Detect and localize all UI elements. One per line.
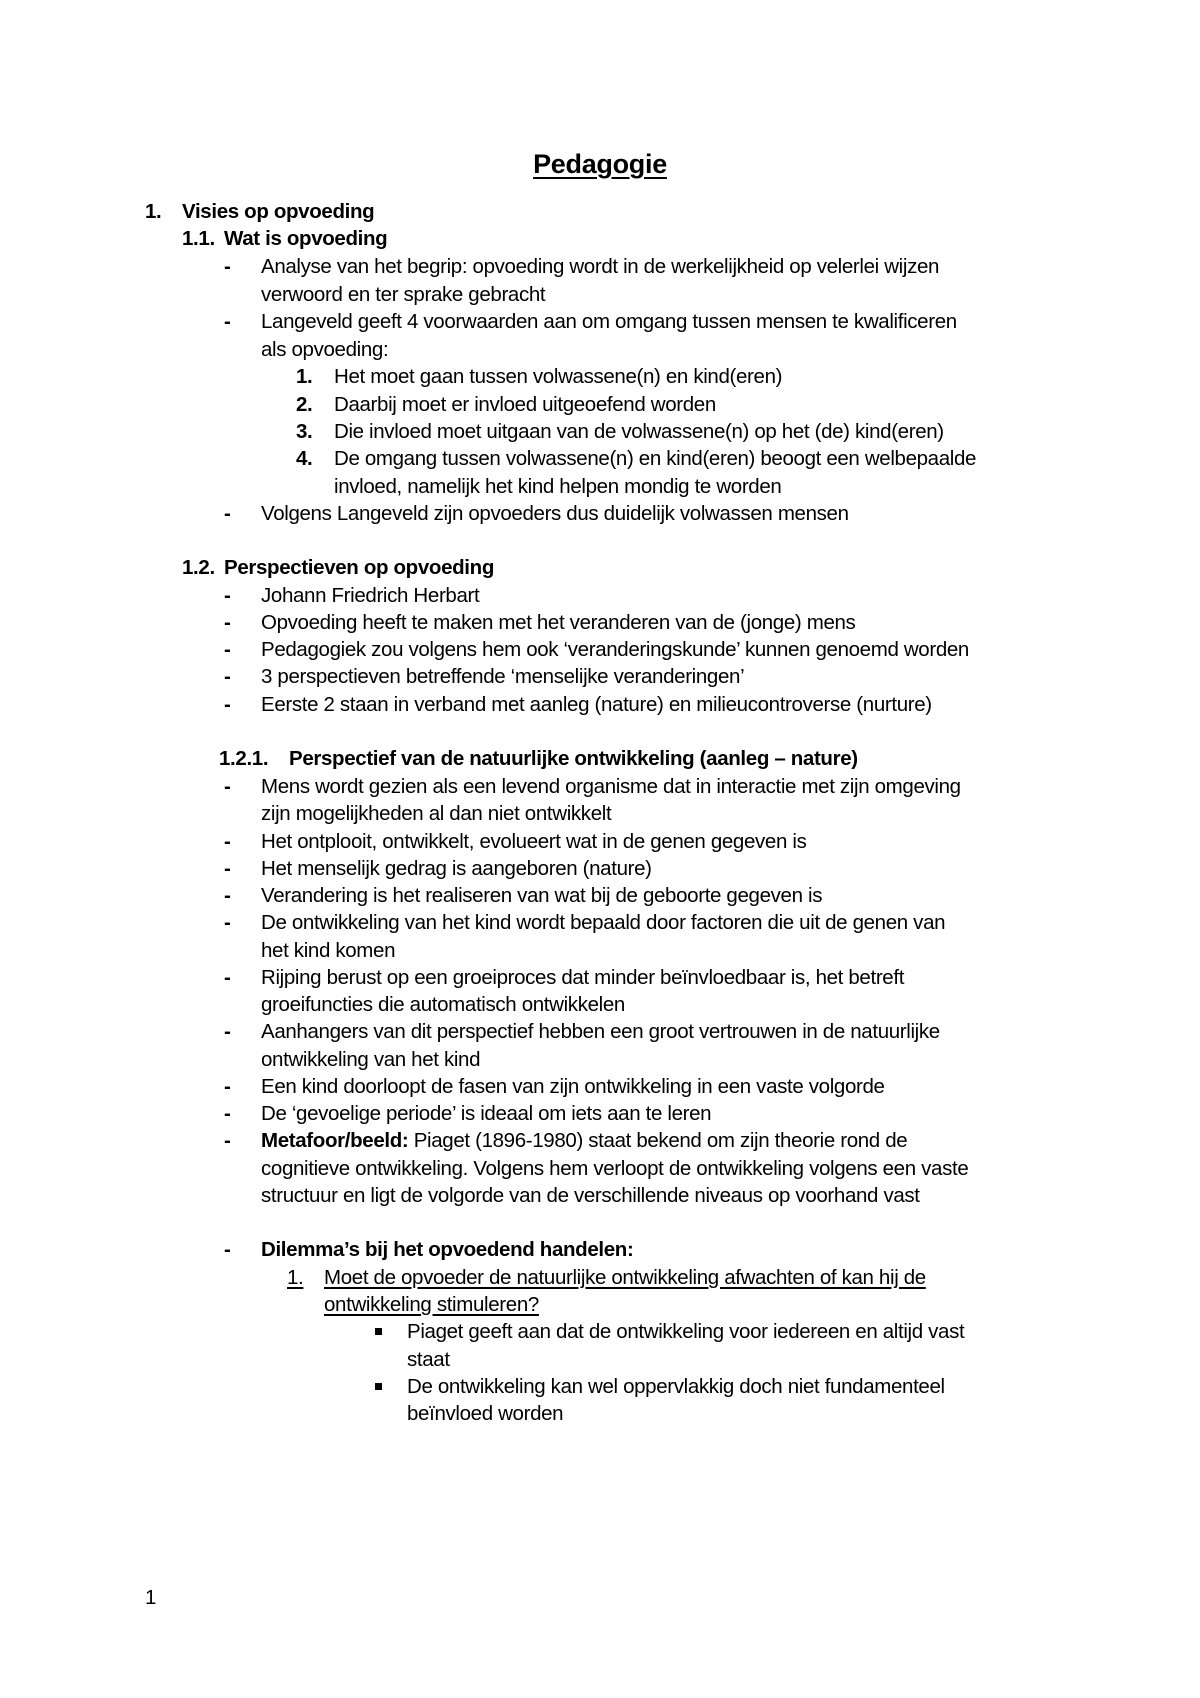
bullet-text-continued: zijn mogelijkheden al dan niet ontwikkelt [261, 802, 612, 825]
condition-text: Het moet gaan tussen volwassene(n) en kind(eren) [334, 365, 783, 388]
bullet-text: Het ontplooit, ontwikkelt, evolueert wat in de genen gegeven is [261, 830, 807, 853]
bullet-dash: - [224, 665, 231, 688]
bullet-text: De ‘gevoelige periode’ is ideaal om iets aan te leren [261, 1102, 712, 1125]
square-bullet-icon [375, 1383, 382, 1390]
bullet-text: Een kind doorloopt de fasen van zijn ontwikkeling in een vaste volgorde [261, 1075, 885, 1098]
point-text: Piaget geeft aan dat de ontwikkeling voor iedereen en altijd vast [407, 1320, 965, 1343]
bullet-dash: - [224, 584, 231, 607]
bullet-text: Opvoeding heeft te maken met het veranderen van de (jonge) mens [261, 611, 856, 634]
bullet-dash: - [224, 966, 231, 989]
dilemma-question: Moet de opvoeder de natuurlijke ontwikkeling afwachten of kan hij de [324, 1266, 926, 1289]
bullet-dash: - [224, 857, 231, 880]
bullet-text: De ontwikkeling van het kind wordt bepaald door factoren die uit de genen van [261, 911, 946, 934]
bullet-dash: - [224, 830, 231, 853]
bullet-dash: - [224, 693, 231, 716]
bullet-text: Eerste 2 staan in verband met aanleg (nature) en milieucontroverse (nurture) [261, 693, 932, 716]
bullet-dash: - [224, 1020, 231, 1043]
condition-text: De omgang tussen volwassene(n) en kind(eren) beoogt een welbepaalde [334, 447, 977, 470]
bullet-dash: - [224, 911, 231, 934]
condition-number: 4. [296, 447, 313, 470]
point-text-continued: staat [407, 1348, 450, 1371]
document-title: Pedagogie [533, 149, 667, 179]
point-text: De ontwikkeling kan wel oppervlakkig doch niet fundamenteel [407, 1375, 945, 1398]
bullet-text-continued: als opvoeding: [261, 338, 389, 361]
bullet-text: Aanhangers van dit perspectief hebben een groot vertrouwen in de natuurlijke [261, 1020, 940, 1043]
bullet-text-continued: het kind komen [261, 939, 396, 962]
condition-number: 1. [296, 365, 313, 388]
bullet-text: Analyse van het begrip: opvoeding wordt in de werkelijkheid op velerlei wijzen [261, 255, 940, 278]
bullet-text: Langeveld geeft 4 voorwaarden aan om omgang tussen mensen te kwalificeren [261, 310, 957, 333]
bullet-text: Johann Friedrich Herbart [261, 584, 480, 607]
bullet-text: Verandering is het realiseren van wat bij de geboorte gegeven is [261, 884, 823, 907]
section-1-2-1-number: 1.2.1. [219, 747, 269, 770]
bullet-text: 3 perspectieven betreffende ‘menselijke veranderingen’ [261, 665, 745, 688]
bullet-text: Volgens Langeveld zijn opvoeders dus duidelijk volwassen mensen [261, 502, 849, 525]
dilemma-question-continued: ontwikkeling stimuleren? [324, 1293, 539, 1316]
condition-number: 2. [296, 393, 313, 416]
bullet-dash: - [224, 310, 231, 333]
bullet-text [261, 1129, 907, 1153]
section-1-heading: Visies op opvoeding [182, 200, 375, 223]
section-1-number: 1. [145, 200, 162, 223]
bullet-dash: - [224, 1102, 231, 1125]
section-1-1-number: 1.1. [182, 227, 215, 250]
section-1-2-heading: Perspectieven op opvoeding [224, 556, 494, 579]
bullet-text: Mens wordt gezien als een levend organisme dat in interactie met zijn omgeving [261, 775, 961, 798]
dilemma-number: 1. [287, 1266, 304, 1289]
bullet-text-continued: ontwikkeling van het kind [261, 1048, 481, 1071]
dilemmas-heading: Dilemma’s bij het opvoedend handelen: [261, 1238, 634, 1261]
bullet-dash: - [224, 611, 231, 634]
bullet-text-continued: groeifuncties die automatisch ontwikkelen [261, 993, 625, 1016]
bullet-text-continued: cognitieve ontwikkeling. Volgens hem verloopt de ontwikkeling volgens een vaste [261, 1157, 969, 1180]
condition-number: 3. [296, 420, 313, 443]
bullet-dash: - [224, 884, 231, 907]
metaphor-text: Piaget (1896-1980) staat bekend om zijn theorie rond de [408, 1129, 908, 1152]
metaphor-label: Metafoor/beeld: [261, 1129, 409, 1152]
section-1-2-1-heading: Perspectief van de natuurlijke ontwikkeling (aanleg – nature) [289, 747, 858, 770]
point-text-continued: beïnvloed worden [407, 1402, 564, 1425]
condition-text: Daarbij moet er invloed uitgeoefend worden [334, 393, 716, 416]
condition-text-continued: invloed, namelijk het kind helpen mondig te worden [334, 475, 782, 498]
page-number: 1 [145, 1586, 157, 1609]
bullet-text: Het menselijk gedrag is aangeboren (nature) [261, 857, 652, 880]
condition-text: Die invloed moet uitgaan van de volwassene(n) op het (de) kind(eren) [334, 420, 944, 443]
bullet-dash: - [224, 1238, 231, 1261]
bullet-text-continued: structuur en ligt de volgorde van de verschillende niveaus op voorhand vast [261, 1184, 920, 1207]
bullet-dash: - [224, 502, 231, 525]
bullet-dash: - [224, 638, 231, 661]
bullet-text: Rijping berust op een groeiproces dat minder beïnvloedbaar is, het betreft [261, 966, 905, 989]
bullet-dash: - [224, 1075, 231, 1098]
section-1-1-heading: Wat is opvoeding [224, 227, 388, 250]
bullet-dash: - [224, 1129, 231, 1152]
bullet-dash: - [224, 255, 231, 278]
square-bullet-icon [375, 1328, 382, 1335]
bullet-text-continued: verwoord en ter sprake gebracht [261, 283, 546, 306]
section-1-2-number: 1.2. [182, 556, 215, 579]
bullet-text: Pedagogiek zou volgens hem ook ‘veranderingskunde’ kunnen genoemd worden [261, 638, 969, 661]
bullet-dash: - [224, 775, 231, 798]
